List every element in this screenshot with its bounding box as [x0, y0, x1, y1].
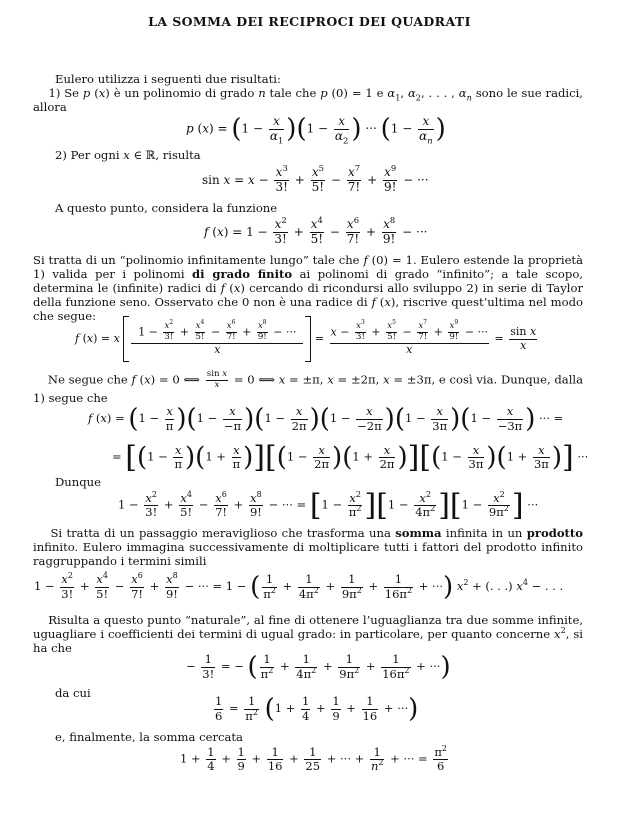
product-formula: p (x) = (1 − $\frac{x}{\alpha_1}$ )(1 − $\frac{x}{\alpha_2}$ ) ··· (1 − $\frac{x}{\alpha_n}$ ) [186, 113, 446, 145]
series-product-identity: 1 − $\frac{x^2}{3!}$ + $\frac{x^4}{5!}$ − $\frac{x^6}{7!}$ + $\frac{x^8}{9!}$ − ··· = [1 − $\frac{x^2}{\pi^2}$ ][1 − $\frac{x^2}{4\pi^2}$ ][1 − $\frac{x^2}{9\pi^2}$ ] ··· [118, 488, 539, 523]
sine-series: sin x = x − $\frac{x^3}{3!}$ + $\frac{x^5}{5!}$ − $\frac{x^7}{7!}$ + $\frac{x^9}{9!}$ − ··· [202, 163, 429, 194]
page-title: LA SOMMA DEI RECIPROCI DEI QUADRATI [148, 14, 471, 29]
coefficients-paragraph: Risulta a questo punto “naturale”, al fine di ottenere l’uguaglianza tra due somme infinite, uguagliare i coefficienti dei termini di ugual grado: in particolare, per quanto concerne $x^2$, si ha che [33, 613, 583, 655]
one-sixth-equation: $\frac{1}{6}$ = $\frac{1}{\pi^2}$ (1 + $\frac{1}{4}$ + $\frac{1}{9}$ + $\frac{1}{16}$ + ···) [215, 694, 419, 724]
coefficient-equation: − $\frac{1}{3!}$ = − ( $\frac{1}{\pi^2}$ + $\frac{1}{4\pi^2}$ + $\frac{1}{9\pi^2}$ + $\frac{1}{16\pi^2}$ + ···) [186, 652, 451, 682]
intro-text: Eulero utilizza i seguenti due risultati: [55, 72, 281, 86]
result-2-text: 2) Per ogni x ∈ ℝ, risulta [55, 148, 201, 162]
roots-paragraph: Ne segue che f (x) = 0 ⟺ $\frac{\text{sin x}}{x}$ = 0 ⟺ x = ±π, x = ±2π, x = ±3π, e così via. Dunque, dalla 1) segue che [33, 369, 584, 405]
f-grouped-product: = [(1 − $\frac{x}{\pi}$ )(1 + $\frac{x}{\pi}$ )][(1 − $\frac{x}{2\pi}$ )(1 + $\frac{x}{2\pi}$ )][(1 − $\frac{x}{3\pi}$ )(1 + $\frac{x}{3\pi}$ )] ··· [112, 440, 589, 475]
result-1-text: 1) Se p (x) è un polinomio di grado n tale che p (0) = 1 e $\alpha_1$, $\alpha_2$, . . . , $\alpha_n$ sono le sue radici, allora [33, 86, 583, 114]
basel-sum-formula: 1 + $\frac{1}{4}$ + $\frac{1}{9}$ + $\frac{1}{16}$ + $\frac{1}{25}$ + ··· + $\frac{1}{n^2}$ + ··· = $\frac{\pi^2}{6}$ [180, 744, 448, 774]
dunque-text: Dunque [55, 475, 101, 489]
f-product-formula: f (x) = (1 − $\frac{x}{\pi}$ )(1 − $\frac{x}{-\pi}$ )(1 − $\frac{x}{2\pi}$ )(1 − $\frac{x}{-2\pi}$ )(1 − $\frac{x}{3\pi}$ )(1 − $\frac{x}{-3\pi}$ ) ··· = [88, 404, 564, 434]
da-cui-text: da cui [55, 686, 91, 700]
marvelous-step-paragraph: Si tratta di un passaggio meraviglioso che trasforma una somma infinita in un prodotto infinito. Eulero immagina successivamente di moltiplicare tutti i fattori del prodotto infinito raggruppando i termini simili [33, 526, 583, 568]
final-sum-text: e, finalmente, la somma cercata [55, 730, 243, 744]
infinite-polynomial-paragraph: Si tratta di un “polinomio infinitamente lungo” tale che f (0) = 1. Eulero estende la proprietà 1) valida per i polinomi di grado finito ai polinomi di grado “infinito”; a tale scopo, determina le (infinite) radici di f (x) cercando di ricondursi allo sviluppo 2) in serie di Taylor della funzione seno. Osservato che 0 non è una radice di f (x), riscrive quest’ultima nel modo che segue: [33, 253, 584, 323]
consider-text: A questo punto, considera la funzione [55, 201, 278, 215]
f-rewrite-formula: f (x) = x 1 − $\frac{x^2}{3!}$ + $\frac{x^4}{5!}$ − $\frac{x^6}{7!}$ + $\frac{x^8}{9!}$ − ··· x = x − $\frac{x^3}{3!}$ + $\frac{x^5}{5!}$ − $\frac{x^7}{7!}$ + $\frac{x^9}{9!}$ − ··· x = $\frac{\text{sin x}}{x}$ [75, 316, 539, 362]
f-series: f (x) = 1 − $\frac{x^2}{3!}$ + $\frac{x^4}{5!}$ − $\frac{x^6}{7!}$ + $\frac{x^8}{9!}$ − ··· [204, 215, 428, 246]
expanded-product-formula: 1 − $\frac{x^2}{3!}$ + $\frac{x^4}{5!}$ − $\frac{x^6}{7!}$ + $\frac{x^8}{9!}$ − ··· = 1 − ( $\frac{1}{\pi^2}$ + $\frac{1}{4\pi^2}$ + $\frac{1}{9\pi^2}$ + $\frac{1}{16\pi^2}$ + ···) $x^2$ + (. . .) $x^4$ − . . . [34, 571, 564, 602]
